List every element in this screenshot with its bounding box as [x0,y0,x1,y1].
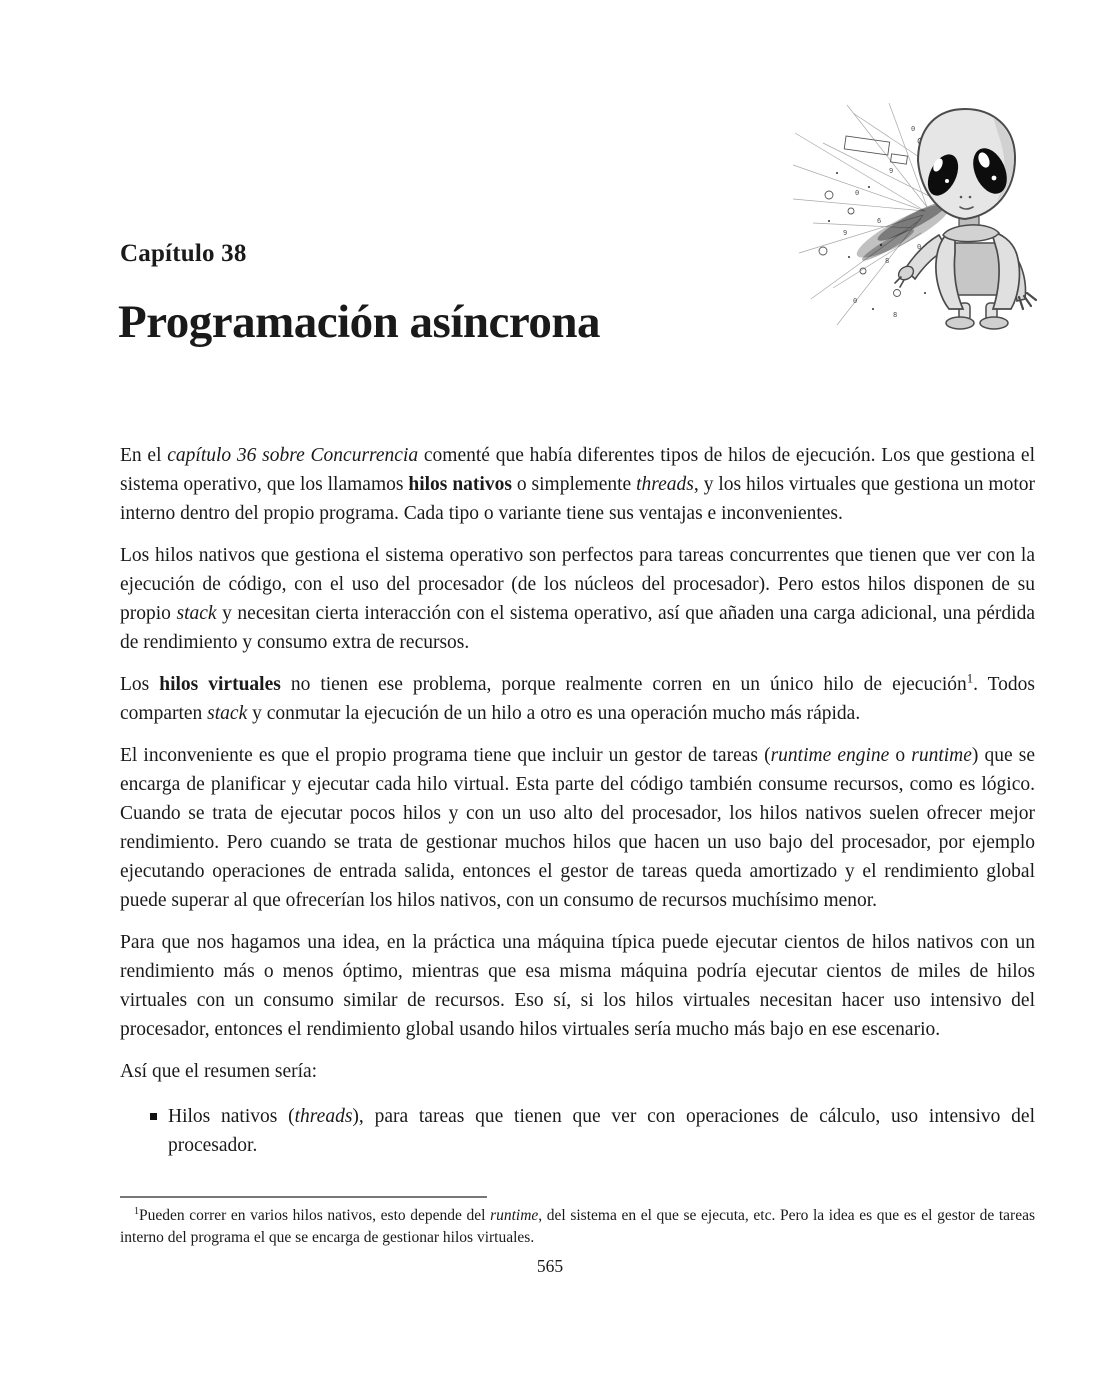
paragraph: Los hilos virtuales no tienen ese problema, porque realmente corren en un único hilo de ejecución$^1$. Todos comparten stack y conmutar la ejecución de un hilo a otro es una operación mucho más rápida. [120,671,1036,724]
footnote-rule [120,1196,487,1198]
svg-text:9: 9 [889,167,894,175]
chapter-label: Capítulo 38 [120,240,247,267]
svg-text:0: 0 [911,125,916,133]
paragraph: El inconveniente es que el propio programa tiene que incluir un gestor de tareas (runtime engine o runtime) que se encarga de planificar y ejecutar cada hilo virtual. Esta parte del código también consume recursos, como es lógico. Cuando se trata de ejecutar pocos hilos y con un uso alto del procesador, los hilos nativos suelen ofrecer mejor rendimiento. Pero cuando se trata de gestionar muchos hilos que hacen un uso bajo del procesador, por ejemplo ejecutando operaciones de entrada salida, entonces el gestor de tareas queda amortizado y el rendimiento global puede superar al que ofrecerían los hilos nativos, con un consumo de recursos muchísimo menor. [120,745,1035,911]
svg-text:8: 8 [893,311,898,319]
paragraph: En el capítulo 36 sobre Concurrencia comenté que había diferentes tipos de hilos de ejecución. Los que gestiona el sistema operativo, que los llamamos hilos nativos o simplemente threads, y los hilos virtuales que gestiona un motor interno dentro del propio programa. Cada tipo o variante tiene sus ventajas e inconvenientes. [120,445,1035,524]
page-number: 565 [536,1256,564,1276]
svg-text:9: 9 [843,229,848,237]
svg-text:6: 6 [877,217,882,225]
bullet-square-icon [150,1113,157,1120]
footnote [120,1196,1035,1248]
svg-text:0: 0 [853,297,858,305]
footnote-text: $^1$Pueden correr en varios hilos nativos, esto depende del runtime, del sistema en el que se ejecuta, etc. Pero la idea es que es el gestor de tareas interno del programa el que se encarga de gestionar hilos virtuales. [120,1205,1035,1246]
bullet-item: Hilos nativos (threads), para tareas que tienen que ver con operaciones de cálculo, uso intensivo del procesador. [120,1102,1035,1160]
body-text [120,441,1035,1160]
svg-text:0: 0 [855,189,860,197]
paragraph: Para que nos hagamos una idea, en la práctica una máquina típica puede ejecutar cientos de hilos nativos con un rendimiento más o menos óptimo, mientras que esa misma máquina podría ejecutar cientos de miles de hilos virtuales con un consumo similar de recursos. Eso sí, si los hilos virtuales necesitan hacer uso intensivo del procesador, entonces el rendimiento global usando hilos virtuales sería mucho más bajo en ese escenario. [120,932,1035,1040]
paragraph: Los hilos nativos que gestiona el sistema operativo son perfectos para tareas concurrentes que tienen que ver con la ejecución de código, con el uso del procesador (de los núcleos del procesador). Pero estos hilos disponen de su propio stack y necesitan cierta interacción con el sistema operativo, así que añaden una carga adicional, una pérdida de rendimiento y consumo extra de recursos. [120,545,1035,653]
paragraph: Así que el resumen sería: [120,1061,318,1082]
alien-illustration-svg [793,103,1040,331]
svg-text:0: 0 [917,243,922,251]
svg-text:8: 8 [885,257,890,265]
page-title: Programación asíncrona [118,296,601,348]
alien-sketch-illustration [793,103,1040,331]
